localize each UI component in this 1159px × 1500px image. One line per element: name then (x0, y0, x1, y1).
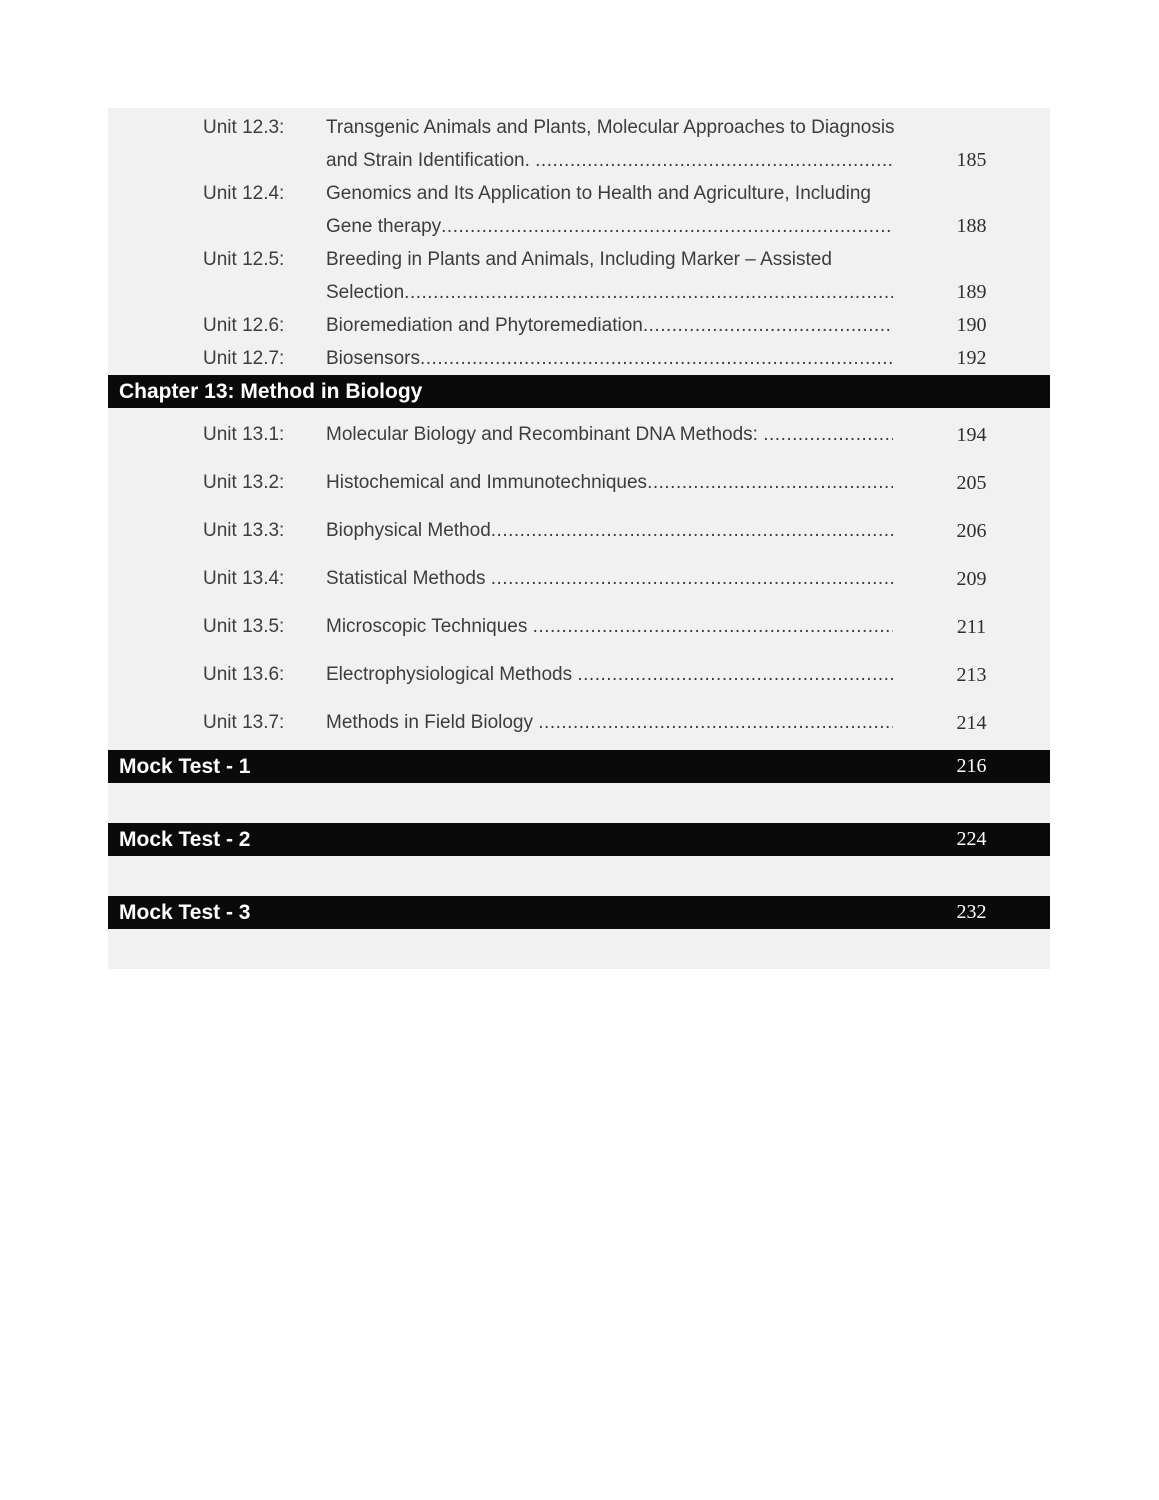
entry-description (326, 651, 893, 699)
entry-page-number: 205 (956, 472, 987, 494)
unit-label: Unit 13.5: (203, 616, 285, 637)
toc-section-ch13 (108, 408, 1050, 750)
entry-description (326, 411, 893, 459)
dotted-leader (441, 210, 893, 243)
entry-page-number: 194 (956, 424, 987, 446)
unit-label: Unit 12.6: (203, 315, 285, 336)
mock-test-3-page-number: 232 (956, 901, 987, 923)
entry-description (326, 342, 893, 375)
unit-label: Unit 12.5: (203, 249, 285, 270)
entry-page-number: 211 (956, 616, 987, 638)
section-gap (108, 929, 1050, 969)
dotted-leader (643, 309, 893, 342)
mock-test-3-banner (108, 896, 1050, 929)
unit-label: Unit 12.4: (203, 183, 285, 204)
entry-text: Selection (326, 282, 405, 303)
mock-test-2-banner (108, 823, 1050, 856)
entry-page-number: 185 (956, 149, 987, 171)
dotted-leader (535, 144, 893, 177)
dotted-leader (491, 555, 893, 603)
toc-section-ch12 (108, 108, 1050, 375)
section-gap (108, 856, 1050, 896)
mock-test-1-page-number: 216 (956, 755, 987, 777)
entry-text: Electrophysiological Methods (326, 664, 578, 685)
mock-test-2-page-number: 224 (956, 828, 987, 850)
entry-text: Biosensors (326, 348, 420, 369)
dotted-leader (404, 276, 893, 309)
entry-description (326, 243, 893, 309)
toc-entry (108, 651, 1050, 699)
dotted-leader (491, 507, 893, 555)
mock-test-1-label: Mock Test - 1 (119, 754, 251, 778)
entry-text: Microscopic Techniques (326, 616, 533, 637)
toc-entry (108, 603, 1050, 651)
entry-description (326, 603, 893, 651)
entry-page-number: 213 (956, 664, 987, 686)
entry-description (326, 309, 893, 342)
entry-page-number: 206 (956, 520, 987, 542)
toc-entry (108, 177, 1050, 243)
entry-text: Histochemical and Immunotechniques (326, 472, 648, 493)
toc-entry (108, 243, 1050, 309)
entry-text: Molecular Biology and Recombinant DNA Methods: (326, 424, 764, 445)
entry-page-number: 214 (956, 712, 987, 734)
mock-test-1-banner (108, 750, 1050, 783)
entry-page-number: 188 (956, 215, 987, 237)
entry-text: Gene therapy (326, 216, 442, 237)
dotted-leader (577, 651, 893, 699)
toc-entry (108, 555, 1050, 603)
dotted-leader (420, 342, 893, 375)
unit-label: Unit 13.2: (203, 472, 285, 493)
dotted-leader (533, 603, 893, 651)
entry-description (326, 555, 893, 603)
dotted-leader (647, 459, 893, 507)
chapter-13-banner (108, 375, 1050, 408)
entry-description (326, 459, 893, 507)
unit-label: Unit 13.1: (203, 424, 285, 445)
chapter-13-title: Chapter 13: Method in Biology (119, 379, 423, 403)
toc-entry (108, 459, 1050, 507)
entry-page-number: 192 (956, 347, 987, 369)
entry-text: Genomics and Its Application to Health and Agriculture, Including (326, 183, 871, 204)
toc-entry (108, 699, 1050, 747)
unit-label: Unit 13.3: (203, 520, 285, 541)
mock-test-2-label: Mock Test - 2 (119, 827, 251, 851)
entry-text: Transgenic Animals and Plants, Molecular Approaches to Diagnosis (326, 117, 895, 138)
entry-text: and Strain Identification. (326, 150, 536, 171)
entry-description (326, 177, 893, 243)
section-gap (108, 783, 1050, 823)
unit-label: Unit 12.3: (203, 117, 285, 138)
entry-description (326, 699, 893, 747)
toc-entry (108, 411, 1050, 459)
dotted-leader (763, 411, 893, 459)
unit-label: Unit 13.7: (203, 712, 285, 733)
unit-label: Unit 13.6: (203, 664, 285, 685)
entry-page-number: 209 (956, 568, 987, 590)
entry-page-number: 189 (956, 281, 987, 303)
toc-entry (108, 309, 1050, 342)
entry-description (326, 111, 893, 177)
toc-entry (108, 111, 1050, 177)
unit-label: Unit 12.7: (203, 348, 285, 369)
entry-text: Statistical Methods (326, 568, 491, 589)
toc-content (108, 108, 1050, 969)
entry-text: Biophysical Method (326, 520, 491, 541)
entry-text: Methods in Field Biology (326, 712, 539, 733)
entry-text: Breeding in Plants and Animals, Including Marker – Assisted (326, 249, 832, 270)
mock-test-3-label: Mock Test - 3 (119, 900, 251, 924)
entry-description (326, 507, 893, 555)
toc-entry (108, 342, 1050, 375)
dotted-leader (538, 699, 893, 747)
entry-text: Bioremediation and Phytoremediation (326, 315, 643, 336)
unit-label: Unit 13.4: (203, 568, 285, 589)
toc-entry (108, 507, 1050, 555)
entry-page-number: 190 (956, 314, 987, 336)
